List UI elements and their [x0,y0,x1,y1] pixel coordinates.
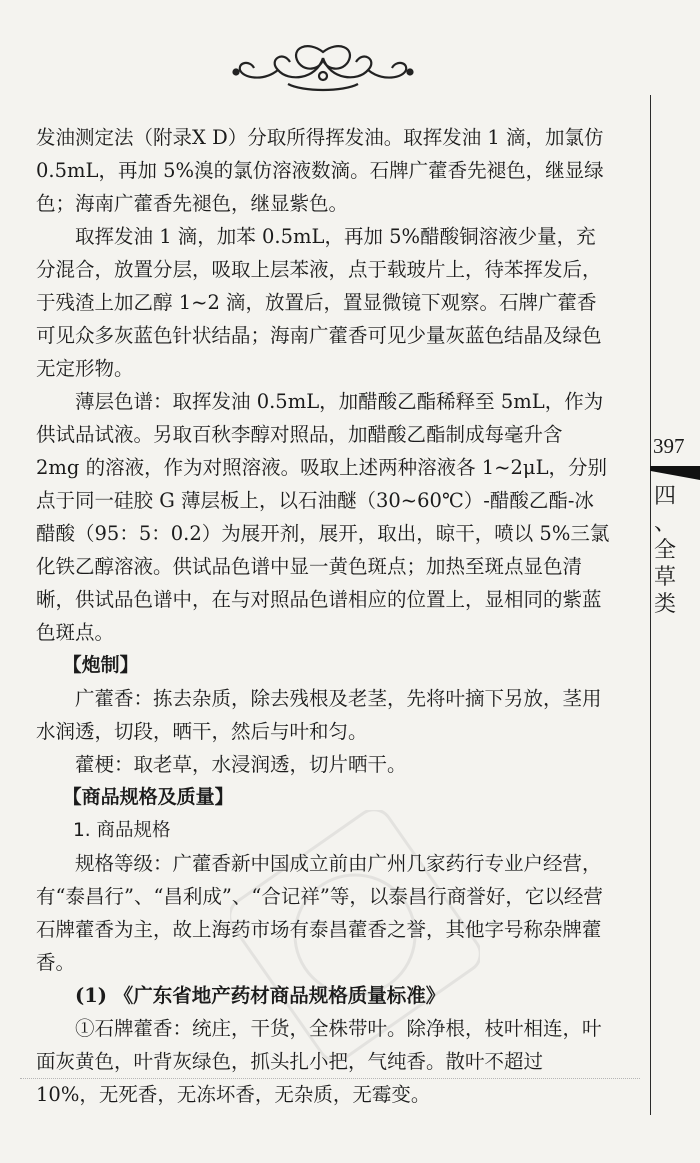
section-char: 全 [653,538,676,563]
section-char: 草 [653,565,676,590]
section-char: 、 [653,511,676,536]
subsection-heading: 1. 商品规格 [73,820,171,841]
section-char: 类 [653,592,676,617]
section-char: 四 [653,484,676,509]
paragraph: 发油测定法（附录Ⅹ D）分取所得挥发油。取挥发油 1 滴，加氯仿 0.5mL，再加 5%溴的氯仿溶液数滴。石牌广藿香先褪色，继显绿色；海南广藿香先褪色，继显紫色。 [36,126,604,215]
paragraph: ①石牌藿香：统庄，干货，全株带叶。除净根，枝叶相连，叶面灰黄色，叶背灰绿色，抓头扎小把，气纯香。散叶不超过 10%，无死香，无冻坏香，无杂质，无霉变。 [36,1017,602,1106]
section-heading: 【商品规格及质量】 [62,786,234,808]
section-title [653,483,677,618]
paragraph: 藿梗：取老草，水浸润透，切片晒干。 [75,753,407,776]
section-tab-marker [650,466,700,480]
paragraph: 规格等级：广藿香新中国成立前由广州几家药行专业户经营，有“泰昌行”、“昌利成”、“合记祥”等，以泰昌行商誉好，它以经营石牌藿香为主，故上海药市场有泰昌藿香之誉，其他字号称杂牌藿香。 [36,852,603,974]
section-heading: 【炮制】 [62,654,139,676]
page-number: 397 [653,434,685,458]
standard-heading: (1) 《广东省地产药材商品规格质量标准》 [75,984,446,1007]
paragraph: 取挥发油 1 滴，加苯 0.5mL，再加 5%醋酸铜溶液少量，充分混合，放置分层，吸取上层苯液，点于载玻片上，待苯挥发后，于残渣上加乙醇 1~2 滴，放置后，置显微镜下观察。石牌广藿香可见众多灰蓝色针状结晶；海南广藿香可见少量灰蓝色结晶及绿色无定形物。 [36,225,602,380]
bottom-border [20,1078,640,1079]
page-body [36,121,610,1111]
header-ornament [228,40,418,100]
margin-rule [650,95,651,1115]
paragraph: 广藿香：拣去杂质，除去残根及老茎，先将叶摘下另放，茎用水润透，切段，晒干，然后与叶和匀。 [36,687,602,743]
paragraph: 薄层色谱：取挥发油 0.5mL，加醋酸乙酯稀释至 5mL，作为供试品试液。另取百秋李醇对照品，加醋酸乙酯制成每毫升含 2mg 的溶液，作为对照溶液。吸取上述两种溶液各 1~2μL，分别点于同一硅胶 G 薄层板上，以石油醚（30~60℃）-醋酸乙酯-冰醋酸（95：5：0.2）为展开剂，展开，取出，晾干，喷以 5%三氯化铁乙醇溶液。供试品色谱中显一黄色斑点；加热至斑点显色清晰，供试品色谱中，在与对照品色谱相应的位置上，显相同的紫蓝色斑点。 [36,390,610,644]
